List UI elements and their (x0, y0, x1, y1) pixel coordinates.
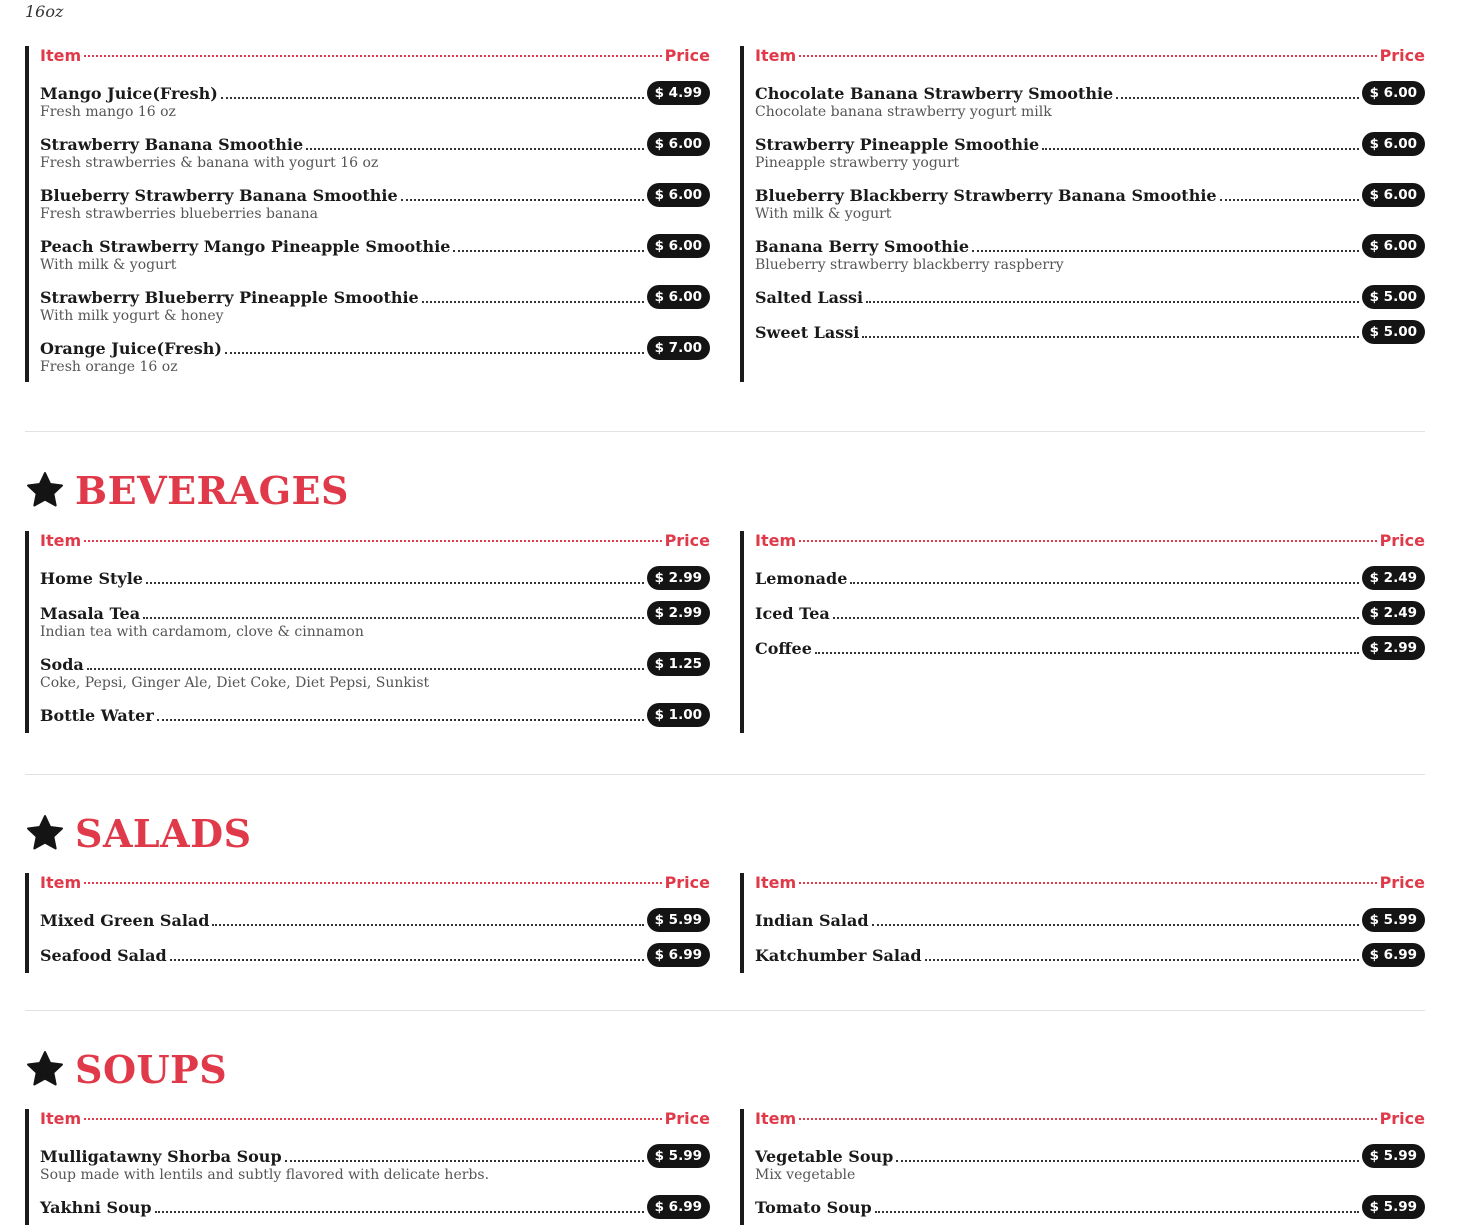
item-description: Coke, Pepsi, Ginger Ale, Diet Coke, Diet Pepsi, Sunkist (40, 675, 430, 691)
menu-item-row (40, 81, 710, 105)
section-title-salads (25, 811, 252, 855)
menu-item-row (40, 1195, 710, 1219)
column-header (40, 531, 710, 555)
section-title-soups (25, 1047, 227, 1091)
price-badge: $ 6.99 (647, 1195, 710, 1219)
menu-item-row (40, 908, 710, 932)
menu-item-row (755, 636, 1425, 660)
column-header (755, 1109, 1425, 1133)
menu-item (755, 908, 1425, 932)
menu-item (40, 652, 710, 692)
dot-leader (833, 617, 1359, 619)
menu-item (755, 285, 1425, 309)
dot-leader (221, 97, 644, 99)
dot-leader (1220, 199, 1359, 201)
menu-item-row (755, 566, 1425, 590)
smoothies-section (25, 46, 1425, 382)
price-badge: $ 5.99 (647, 908, 710, 932)
menu-item (40, 703, 710, 727)
menu-item-row (755, 943, 1425, 967)
item-name: Katchumber Salad (755, 945, 922, 965)
dot-leader (84, 882, 661, 884)
menu-column-right (740, 1109, 1425, 1225)
item-description: Fresh strawberries & banana with yogurt 16 oz (40, 155, 379, 171)
header-item-label: Item (755, 873, 797, 892)
item-name: Blueberry Strawberry Banana Smoothie (40, 185, 398, 205)
dot-leader (453, 250, 643, 252)
menu-item-row (40, 566, 710, 590)
price-badge: $ 2.49 (1362, 601, 1425, 625)
menu-column-left (25, 46, 710, 382)
item-description: Indian tea with cardamom, clove & cinnamon (40, 624, 364, 640)
header-item-label: Item (40, 1109, 82, 1128)
dot-leader (866, 301, 1359, 303)
menu-item (40, 183, 710, 223)
price-badge: $ 5.99 (647, 1144, 710, 1168)
menu-item (40, 601, 710, 641)
menu-item (40, 285, 710, 325)
dot-leader (925, 959, 1359, 961)
menu-item (40, 234, 710, 274)
item-description: With milk yogurt & honey (40, 308, 224, 324)
menu-item-row (40, 703, 710, 727)
dot-leader (84, 55, 661, 57)
menu-item-row (40, 652, 710, 676)
menu-item (40, 336, 710, 376)
item-name: Home Style (40, 568, 143, 588)
item-name: Chocolate Banana Strawberry Smoothie (755, 83, 1114, 103)
column-header (755, 531, 1425, 555)
price-badge: $ 2.99 (647, 566, 710, 590)
column-header (755, 46, 1425, 70)
menu-item-row (40, 132, 710, 156)
price-badge: $ 5.99 (1362, 1144, 1425, 1168)
menu-item (40, 566, 710, 590)
item-description: Chocolate banana strawberry yogurt milk (755, 104, 1052, 120)
menu-item (755, 183, 1425, 223)
item-name: Peach Strawberry Mango Pineapple Smoothie (40, 236, 451, 256)
header-price-label: Price (1379, 531, 1425, 550)
menu-column-right (740, 46, 1425, 382)
menu-item (40, 943, 710, 967)
menu-item (755, 601, 1425, 625)
price-badge: $ 6.00 (1362, 234, 1425, 258)
dot-leader (872, 924, 1359, 926)
top-note: 16oz (25, 2, 64, 21)
item-name: Iced Tea (755, 603, 830, 623)
salads-section (25, 873, 1425, 973)
menu-item (40, 81, 710, 121)
price-badge: $ 2.99 (647, 601, 710, 625)
price-badge: $ 6.99 (1362, 943, 1425, 967)
dot-leader (422, 301, 644, 303)
item-name: Soda (40, 654, 84, 674)
item-name: Strawberry Blueberry Pineapple Smoothie (40, 287, 419, 307)
menu-item (755, 566, 1425, 590)
item-name: Vegetable Soup (755, 1146, 894, 1166)
item-description: Fresh strawberries blueberries banana (40, 206, 319, 222)
menu-item-row (755, 183, 1425, 207)
column-header (40, 1109, 710, 1133)
menu-item-row (755, 320, 1425, 344)
item-description: With milk & yogurt (40, 257, 177, 273)
dot-leader (170, 959, 644, 961)
price-badge: $ 5.99 (1362, 908, 1425, 932)
header-item-label: Item (40, 46, 82, 65)
item-name: Blueberry Blackberry Strawberry Banana Smoothie (755, 185, 1217, 205)
menu-item-row (755, 132, 1425, 156)
dot-leader (87, 668, 644, 670)
menu-item (755, 81, 1425, 121)
menu-item-row (40, 1144, 710, 1168)
item-description: Mix vegetable (755, 1167, 856, 1183)
price-badge: $ 6.00 (1362, 183, 1425, 207)
menu-item-row (755, 285, 1425, 309)
menu-column-right (740, 873, 1425, 973)
price-badge: $ 1.25 (647, 652, 710, 676)
dot-leader (143, 617, 644, 619)
menu-item (755, 636, 1425, 660)
header-item-label: Item (40, 531, 82, 550)
dot-leader (401, 199, 644, 201)
header-item-label: Item (755, 1109, 797, 1128)
item-description: With milk & yogurt (755, 206, 892, 222)
item-name: Mango Juice(Fresh) (40, 83, 218, 103)
dot-leader (84, 540, 661, 542)
item-name: Strawberry Pineapple Smoothie (755, 134, 1040, 154)
item-description: Pineapple strawberry yogurt (755, 155, 960, 171)
dot-leader (306, 148, 643, 150)
item-name: Masala Tea (40, 603, 141, 623)
price-badge: $ 5.99 (1362, 1195, 1425, 1219)
menu-item (755, 1144, 1425, 1184)
item-name: Strawberry Banana Smoothie (40, 134, 304, 154)
price-badge: $ 1.00 (647, 703, 710, 727)
header-item-label: Item (40, 873, 82, 892)
menu-item (40, 1144, 710, 1184)
item-description: Soup made with lentils and subtly flavored with delicate herbs. (40, 1167, 490, 1183)
menu-item-row (40, 183, 710, 207)
section-divider (25, 431, 1425, 432)
menu-column-left (25, 873, 710, 973)
dot-leader (875, 1211, 1359, 1213)
beverages-section (25, 531, 1425, 733)
price-badge: $ 6.00 (647, 132, 710, 156)
item-name: Lemonade (755, 568, 848, 588)
item-description: Fresh mango 16 oz (40, 104, 176, 120)
header-price-label: Price (664, 46, 710, 65)
column-header (755, 873, 1425, 897)
menu-item (755, 234, 1425, 274)
dot-leader (84, 1118, 661, 1120)
menu-item-row (755, 1144, 1425, 1168)
price-badge: $ 6.00 (1362, 81, 1425, 105)
dot-leader (896, 1160, 1358, 1162)
item-name: Mulligatawny Shorba Soup (40, 1146, 282, 1166)
menu-item-row (755, 1195, 1425, 1219)
item-name: Mixed Green Salad (40, 910, 210, 930)
menu-item (40, 908, 710, 932)
item-name: Salted Lassi (755, 287, 864, 307)
price-badge: $ 6.99 (647, 943, 710, 967)
dot-leader (285, 1160, 644, 1162)
menu-item (755, 943, 1425, 967)
dot-leader (1042, 148, 1358, 150)
price-badge: $ 2.99 (1362, 636, 1425, 660)
item-description: Blueberry strawberry blackberry raspberry (755, 257, 1064, 273)
price-badge: $ 7.00 (647, 336, 710, 360)
section-title-text: SOUPS (75, 1046, 228, 1092)
section-title-text: SALADS (75, 810, 252, 856)
dot-leader (815, 652, 1359, 654)
star-icon (25, 813, 65, 853)
price-badge: $ 4.99 (647, 81, 710, 105)
dot-leader (212, 924, 643, 926)
dot-leader (799, 882, 1376, 884)
menu-item (755, 132, 1425, 172)
price-badge: $ 2.49 (1362, 566, 1425, 590)
menu-item (40, 1195, 710, 1219)
item-description: Fresh orange 16 oz (40, 359, 178, 375)
menu-column-left (25, 531, 710, 733)
menu-item-row (755, 601, 1425, 625)
soups-section (25, 1109, 1425, 1225)
dot-leader (850, 582, 1358, 584)
price-badge: $ 6.00 (1362, 132, 1425, 156)
column-header (40, 873, 710, 897)
item-name: Yakhni Soup (40, 1197, 152, 1217)
menu-item-row (40, 234, 710, 258)
section-title-beverages (25, 468, 349, 512)
menu-item-row (40, 285, 710, 309)
menu-item (755, 320, 1425, 344)
header-price-label: Price (664, 531, 710, 550)
menu-item-row (40, 336, 710, 360)
star-icon (25, 1049, 65, 1089)
menu-item (755, 1195, 1425, 1219)
section-title-text: BEVERAGES (75, 467, 349, 513)
price-badge: $ 6.00 (647, 183, 710, 207)
price-badge: $ 6.00 (647, 285, 710, 309)
section-divider (25, 1010, 1425, 1011)
dot-leader (972, 250, 1359, 252)
menu-item-row (755, 81, 1425, 105)
header-price-label: Price (1379, 1109, 1425, 1128)
menu-column-left (25, 1109, 710, 1225)
dot-leader (862, 336, 1358, 338)
item-name: Coffee (755, 638, 812, 658)
header-price-label: Price (664, 873, 710, 892)
item-name: Seafood Salad (40, 945, 167, 965)
dot-leader (155, 1211, 644, 1213)
menu-item (40, 132, 710, 172)
dot-leader (146, 582, 644, 584)
header-item-label: Item (755, 46, 797, 65)
dot-leader (225, 352, 644, 354)
menu-item-row (40, 601, 710, 625)
item-name: Orange Juice(Fresh) (40, 338, 222, 358)
item-name: Sweet Lassi (755, 322, 860, 342)
dot-leader (157, 719, 644, 721)
header-price-label: Price (1379, 873, 1425, 892)
item-name: Indian Salad (755, 910, 869, 930)
menu-column-right (740, 531, 1425, 733)
dot-leader (799, 1118, 1376, 1120)
dot-leader (1116, 97, 1358, 99)
section-divider (25, 774, 1425, 775)
star-icon (25, 470, 65, 510)
column-header (40, 46, 710, 70)
header-price-label: Price (1379, 46, 1425, 65)
menu-item-row (755, 908, 1425, 932)
header-price-label: Price (664, 1109, 710, 1128)
price-badge: $ 5.00 (1362, 320, 1425, 344)
dot-leader (799, 55, 1376, 57)
item-name: Tomato Soup (755, 1197, 872, 1217)
menu-item-row (755, 234, 1425, 258)
dot-leader (799, 540, 1376, 542)
item-name: Bottle Water (40, 705, 154, 725)
price-badge: $ 5.00 (1362, 285, 1425, 309)
menu-item-row (40, 943, 710, 967)
header-item-label: Item (755, 531, 797, 550)
price-badge: $ 6.00 (647, 234, 710, 258)
item-name: Banana Berry Smoothie (755, 236, 969, 256)
